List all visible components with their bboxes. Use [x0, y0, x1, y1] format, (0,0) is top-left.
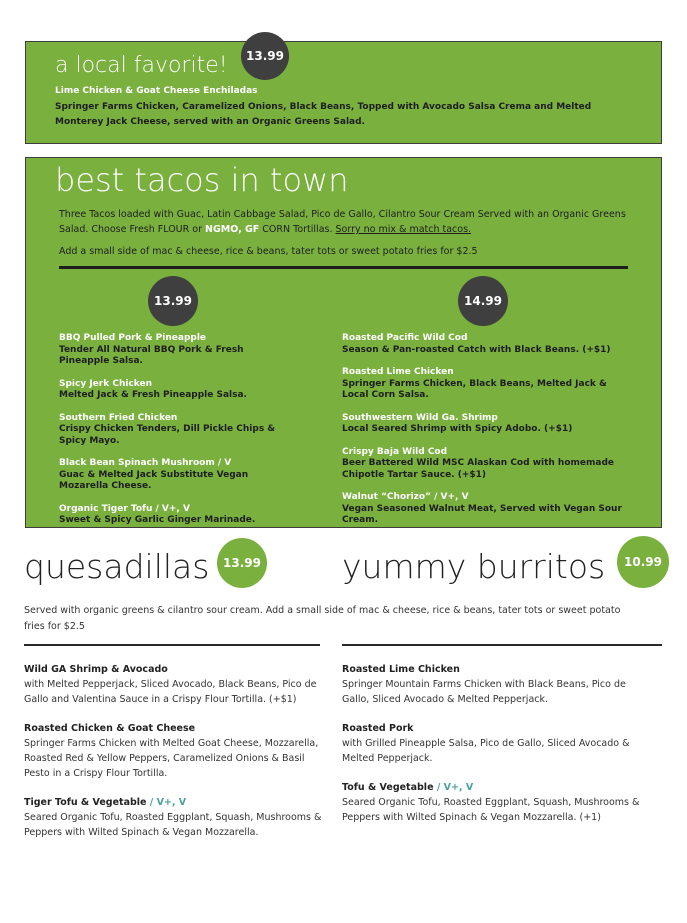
taco-item-desc: Crispy Chicken Tenders, Dill Pickle Chips & Spicy Mayo. — [59, 424, 276, 446]
burrito-item-title — [342, 721, 652, 736]
taco-item — [342, 492, 627, 527]
taco-item-title: Roasted Pacific Wild Cod — [342, 333, 468, 343]
taco-item-desc: Local Seared Shrimp with Spicy Adobo. (+$1) — [342, 424, 573, 434]
quesadillas-price-badge: 13.99 — [217, 538, 267, 588]
tacos-divider — [59, 266, 628, 269]
taco-item-title: Southern Fried Chicken — [59, 412, 178, 423]
local-favorite-title: a local favorite! — [55, 53, 228, 78]
taco-item — [342, 367, 627, 402]
taco-item — [342, 447, 627, 482]
burrito-item-name: Roasted Lime Chicken — [342, 664, 460, 675]
quesadillas-list — [24, 662, 324, 840]
burrito-item-title — [342, 662, 652, 677]
quesadilla-item-veg-tag: / V+, V — [149, 797, 187, 808]
taco-item-title: Roasted Lime Chicken — [342, 367, 454, 377]
taco-item-title: Black Bean Spinach Mushroom / V — [59, 458, 232, 468]
local-favorite-item-title: Lime Chicken & Goat Cheese Enchiladas — [55, 86, 258, 96]
tacos-section — [25, 157, 662, 528]
tacos-left-column — [59, 333, 289, 538]
taco-item-desc: Tender All Natural BBQ Pork & Fresh Pineapple Salsa. — [59, 344, 244, 366]
taco-item — [59, 379, 289, 402]
quesadilla-item-desc: with Melted Pepperjack, Sliced Avocado, Black Beans, Pico de Gallo and Valentina Sauce in a Crispy Flour Tortilla. (+$1) — [24, 679, 317, 705]
quesadilla-item-title — [24, 795, 324, 810]
taco-item-title: Crispy Baja Wild Cod — [342, 446, 448, 457]
taco-item-desc: Season & Pan-roasted Catch with Black Beans. (+$1) — [342, 344, 611, 355]
quesadilla-item — [24, 721, 324, 781]
tacos-intro-text-2: CORN Tortillas. — [259, 224, 336, 235]
quesadilla-item-name: Tiger Tofu & Vegetable — [24, 797, 147, 808]
local-favorite-section — [25, 41, 662, 144]
tacos-intro-bold: NGMO, GF — [205, 224, 260, 235]
quesadilla-item-title — [24, 662, 324, 677]
taco-item-desc: Guac & Melted Jack Substitute Vegan Mozarella Cheese. — [59, 469, 249, 491]
taco-item — [59, 333, 289, 368]
burrito-item-desc: Springer Mountain Farms Chicken with Black Beans, Pico de Gallo, Sliced Avocado & Melted Pepperjack. — [342, 679, 626, 705]
burrito-item-name: Tofu & Vegetable — [342, 782, 434, 793]
taco-item — [342, 413, 627, 436]
tacos-title: best tacos in town — [55, 161, 349, 199]
shared-note: Served with organic greens & cilantro sour cream. Add a small side of mac & cheese, rice & beans, tater tots or sweet potato fries for $2.5 — [24, 605, 621, 632]
burritos-list — [342, 662, 652, 825]
quesadillas-divider — [24, 644, 320, 646]
taco-item-title: Spicy Jerk Chicken — [59, 378, 153, 389]
taco-item-title: Walnut “Chorizo” / V+, V — [342, 492, 469, 502]
tacos-intro-underline: Sorry no mix & match tacos. — [335, 224, 472, 235]
taco-item-desc: Vegan Seasoned Walnut Meat, Served with Vegan Sour Cream. — [342, 503, 622, 525]
taco-item-title: Organic Tiger Tofu / V+, V — [59, 503, 190, 514]
local-favorite-item-desc: Springer Farms Chicken, Caramelized Onions, Black Beans, Topped with Avocado Salsa Crema and Melted Monterey Jack Cheese, served with an Organic Greens Salad. — [55, 102, 592, 127]
burritos-price-badge: 10.99 — [617, 536, 669, 588]
burrito-item-desc: with Grilled Pineapple Salsa, Pico de Gallo, Sliced Avocado & Melted Pepperjack. — [342, 738, 630, 764]
burrito-item — [342, 662, 652, 707]
quesadilla-item-desc: Seared Organic Tofu, Roasted Eggplant, Squash, Mushrooms & Peppers with Wilted Spinach & Vegan Mozzarella. — [24, 812, 322, 838]
quesadillas-title: quesadillas — [24, 547, 210, 586]
burrito-item — [342, 780, 652, 825]
taco-item-title: BBQ Pulled Pork & Pineapple — [59, 333, 207, 343]
taco-item — [59, 504, 289, 527]
burrito-item — [342, 721, 652, 766]
taco-item — [59, 413, 289, 448]
tacos-intro-text-1: Three Tacos loaded with Guac, Latin Cabbage Salad, Pico de Gallo, Cilantro Sour Cream Served with an Organic Greens Salad. Choose Fresh FLOUR or — [59, 209, 626, 235]
taco-item-desc: Springer Farms Chicken, Black Beans, Melted Jack & Local Corn Salsa. — [342, 378, 607, 400]
tacos-intro — [59, 207, 639, 237]
tacos-left-price-badge: 13.99 — [148, 276, 198, 326]
burritos-title: yummy burritos — [342, 547, 606, 586]
taco-item-desc: Beer Battered Wild MSC Alaskan Cod with homemade Chipotle Tartar Sauce. (+$1) — [342, 458, 615, 480]
taco-item-title: Southwestern Wild Ga. Shrimp — [342, 412, 498, 423]
quesadilla-item-name: Wild GA Shrimp & Avocado — [24, 664, 168, 675]
burrito-item-veg-tag: / V+, V — [436, 782, 474, 793]
local-favorite-price-badge: 13.99 — [241, 32, 289, 80]
tacos-right-column — [342, 333, 627, 538]
burrito-item-title — [342, 780, 652, 795]
taco-item — [59, 458, 289, 493]
quesadilla-item — [24, 795, 324, 840]
taco-item — [342, 333, 627, 356]
tacos-right-price-badge: 14.99 — [458, 276, 508, 326]
tacos-side-note: Add a small side of mac & cheese, rice & beans, tater tots or sweet potato fries for $2.5 — [59, 246, 478, 257]
quesadilla-item — [24, 662, 324, 707]
quesadilla-item-name: Roasted Chicken & Goat Cheese — [24, 723, 196, 734]
quesadilla-item-title — [24, 721, 324, 736]
burritos-divider — [342, 644, 662, 646]
burrito-item-name: Roasted Pork — [342, 723, 414, 734]
quesadilla-item-desc: Springer Farms Chicken with Melted Goat Cheese, Mozzarella, Roasted Red & Yellow Peppers, Caramelized Onions & Basil Pesto in a Crispy Flour Tortilla. — [24, 738, 319, 779]
taco-item-desc: Sweet & Spicy Garlic Ginger Marinade. — [59, 515, 256, 525]
taco-item-desc: Melted Jack & Fresh Pineapple Salsa. — [59, 390, 247, 400]
burrito-item-desc: Seared Organic Tofu, Roasted Eggplant, Squash, Mushrooms & Peppers with Wilted Spinach & Vegan Mozzarella. (+1) — [342, 797, 640, 823]
